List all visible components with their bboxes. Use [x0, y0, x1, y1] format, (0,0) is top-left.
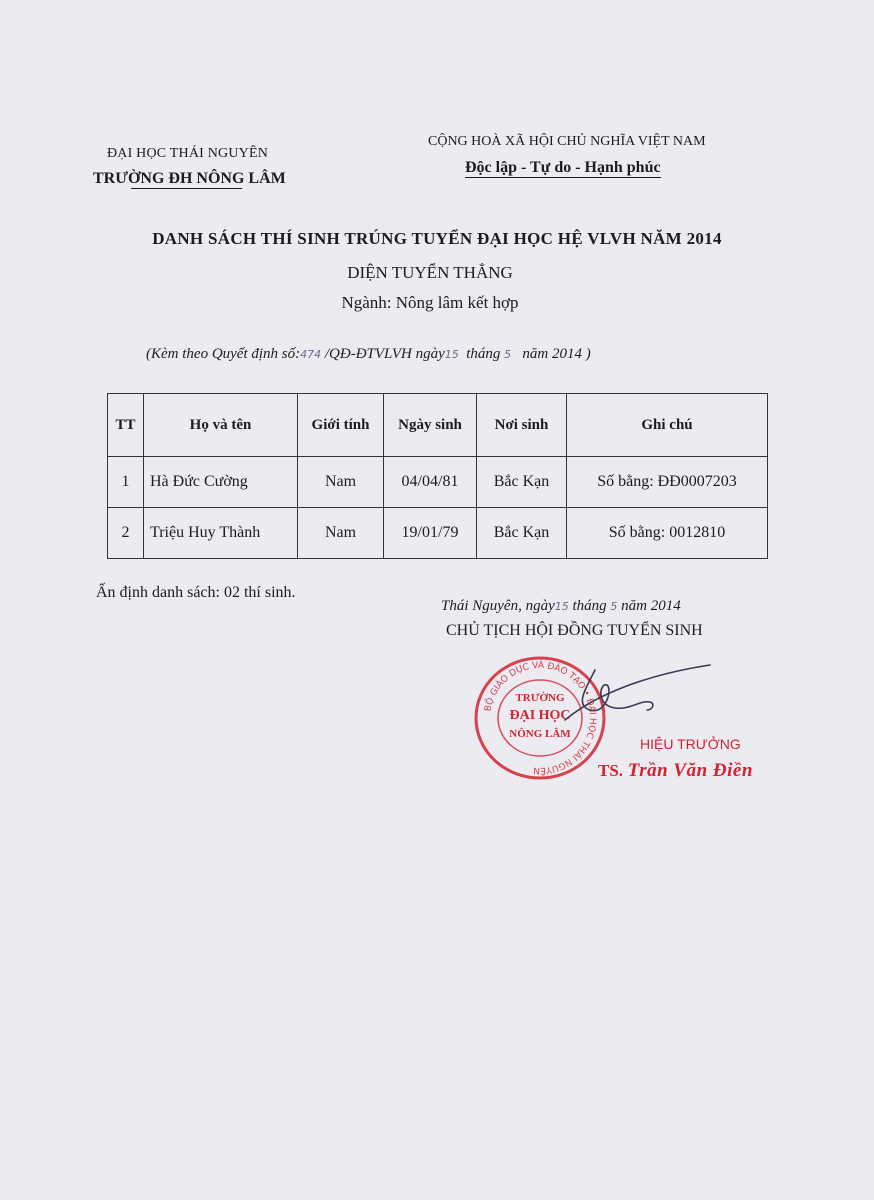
cell-birthplace: Bắc Kạn [477, 457, 567, 508]
cell-tt: 1 [108, 457, 144, 508]
place-date-suffix: năm 2014 [621, 598, 681, 614]
signer-name-line [598, 760, 753, 782]
decree-day: 15 [444, 348, 459, 361]
council-title: CHỦ TỊCH HỘI ĐỒNG TUYỂN SINH [446, 622, 703, 639]
header-birthdate: Ngày sinh [384, 394, 477, 457]
national-title: CỘNG HOÀ XÃ HỘI CHỦ NGHĨA VIỆT NAM [428, 134, 706, 149]
cell-note: Số bằng: 0012810 [567, 508, 768, 559]
header-birthplace: Nơi sinh [477, 394, 567, 457]
candidate-table [107, 393, 768, 559]
signer-name: Trần Văn Điền [627, 760, 753, 781]
cell-name: Hà Đức Cường [144, 457, 298, 508]
seal-line-3: NÔNG LÂM [509, 728, 571, 740]
university-name: ĐẠI HỌC THÁI NGUYÊN [107, 146, 269, 161]
signer-role: HIỆU TRƯỞNG [640, 736, 741, 752]
place-date-day: 15 [554, 600, 569, 613]
decree-month: 5 [504, 348, 512, 361]
decree-reference [146, 346, 591, 363]
seal-ring-text: BỘ GIÁO DỤC VÀ ĐÀO TẠO • ĐẠI HỌC THÁI NGUYÊN [483, 660, 598, 776]
candidate-count: Ấn định danh sách: 02 thí sinh. [96, 584, 296, 601]
school-name: TRƯỜNG ĐH NÔNG LÂM [93, 170, 286, 187]
header-note: Ghi chú [567, 394, 768, 457]
header-tt: TT [108, 394, 144, 457]
decree-number: 474 [300, 348, 322, 361]
header-name: Họ và tên [144, 394, 298, 457]
cell-gender: Nam [298, 457, 384, 508]
decree-middle: /QĐ-ĐTVLVH ngày [324, 346, 445, 362]
seal-line-2: ĐẠI HỌC [509, 708, 571, 723]
place-date [441, 598, 681, 615]
signer-prefix: TS. [598, 761, 624, 780]
table-row [108, 508, 768, 559]
cell-birthdate: 04/04/81 [384, 457, 477, 508]
national-motto: Độc lập - Tự do - Hạnh phúc [465, 159, 661, 176]
table-row [108, 457, 768, 508]
decree-prefix: (Kèm theo Quyết định số: [146, 346, 301, 362]
seal-line-1: TRƯỜNG [515, 692, 565, 704]
decree-suffix: năm 2014 ) [522, 346, 591, 362]
cell-gender: Nam [298, 508, 384, 559]
decree-month-label: tháng [466, 346, 501, 362]
place-date-month: 5 [610, 600, 618, 613]
document-title: DANH SÁCH THÍ SINH TRÚNG TUYỂN ĐẠI HỌC HỆ VLVH NĂM 2014 [152, 229, 722, 248]
cell-tt: 2 [108, 508, 144, 559]
major-line: Ngành: Nông lâm kết hợp [341, 293, 519, 312]
cell-name: Triệu Huy Thành [144, 508, 298, 559]
table-header-row [108, 394, 768, 457]
document-subtitle: DIỆN TUYỂN THẲNG [347, 263, 513, 282]
header-gender: Giới tính [298, 394, 384, 457]
cell-note: Số bằng: ĐĐ0007203 [567, 457, 768, 508]
place-date-month-label: tháng [572, 598, 607, 614]
cell-birthplace: Bắc Kạn [477, 508, 567, 559]
place-date-prefix: Thái Nguyên, ngày [441, 598, 555, 614]
signature [555, 660, 715, 730]
cell-birthdate: 19/01/79 [384, 508, 477, 559]
